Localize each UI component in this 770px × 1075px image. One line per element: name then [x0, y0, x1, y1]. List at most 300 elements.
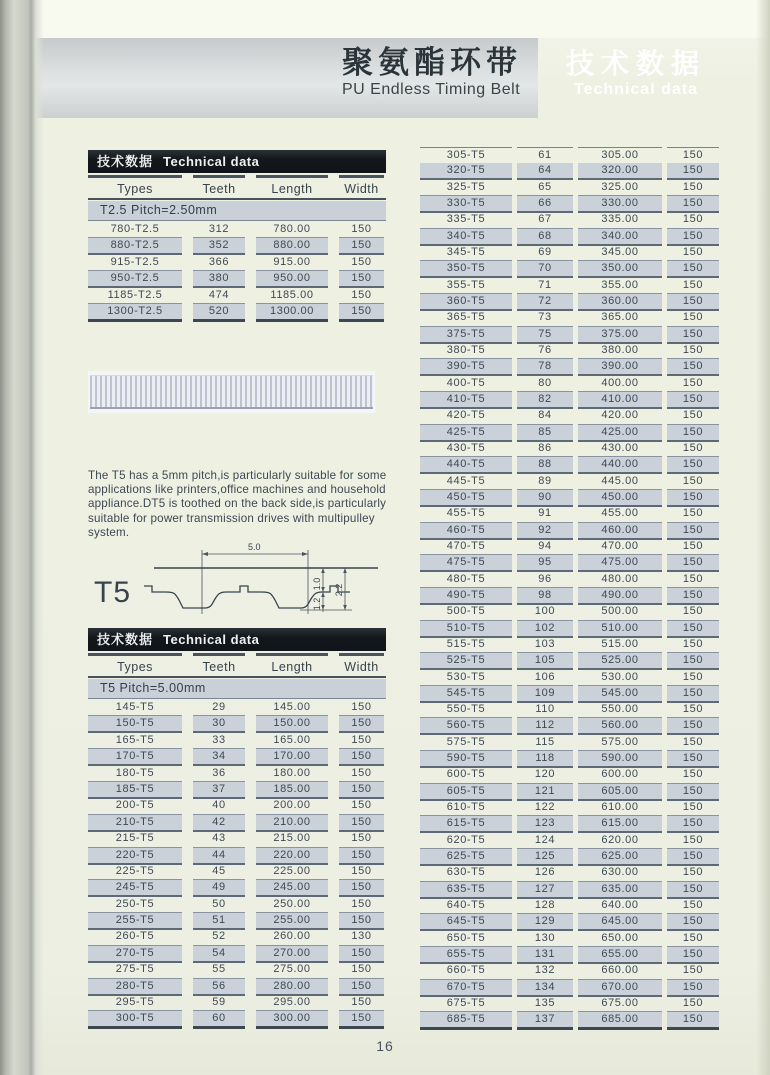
cell-type: 330-T5	[420, 196, 512, 213]
cell-width: 150	[667, 343, 719, 359]
table-row	[88, 733, 386, 749]
cell-width: 150	[339, 238, 384, 255]
cell-teeth: 85	[517, 425, 573, 442]
cell-type: 305-T5	[420, 147, 512, 164]
table-row	[88, 848, 386, 864]
table-row	[420, 914, 720, 930]
table-row	[420, 376, 720, 392]
cell-type: 490-T5	[420, 588, 512, 605]
cell-teeth: 121	[517, 784, 573, 801]
cell-width: 150	[667, 931, 719, 947]
table-row	[420, 359, 720, 375]
cell-width: 150	[667, 637, 719, 653]
cell-teeth: 64	[517, 163, 573, 180]
table-row	[88, 831, 386, 847]
table-row	[88, 255, 386, 271]
cell-length: 180.00	[256, 766, 328, 782]
t5-profile-diagram	[88, 540, 388, 626]
cell-length: 210.00	[256, 815, 328, 832]
cell-width: 150	[339, 271, 384, 288]
cell-teeth: 43	[193, 831, 245, 847]
cell-teeth: 103	[517, 637, 573, 653]
cell-length: 335.00	[578, 212, 662, 228]
cell-width: 150	[339, 848, 384, 865]
table-row	[88, 700, 386, 716]
cell-width: 150	[667, 767, 719, 783]
cell-type: 255-T5	[88, 913, 182, 930]
table-row	[420, 735, 720, 751]
brand-block	[342, 46, 522, 99]
cell-type: 630-T5	[420, 865, 512, 881]
cell-teeth: 520	[193, 304, 245, 322]
cell-teeth: 130	[517, 931, 573, 947]
cell-length: 635.00	[578, 882, 662, 899]
table-row	[88, 304, 386, 320]
cell-type: 605-T5	[420, 784, 512, 801]
table-row	[420, 849, 720, 865]
cell-type: 390-T5	[420, 359, 512, 376]
table-row	[88, 962, 386, 978]
cell-width: 150	[667, 670, 719, 686]
cell-type: 165-T5	[88, 733, 182, 749]
cell-teeth: 135	[517, 996, 573, 1012]
table-title-cn: 技术数据	[97, 632, 154, 647]
cell-teeth: 127	[517, 882, 573, 899]
cell-width: 150	[339, 288, 384, 304]
table-row	[420, 963, 720, 979]
cell-length: 545.00	[578, 686, 662, 703]
cell-width: 150	[667, 457, 719, 474]
cell-type: 545-T5	[420, 686, 512, 703]
cell-type: 250-T5	[88, 897, 182, 913]
cell-width: 150	[339, 716, 384, 733]
table-row	[88, 782, 386, 798]
cell-length: 215.00	[256, 831, 328, 847]
cell-length: 410.00	[578, 392, 662, 409]
t5-profile-drawing	[140, 540, 385, 626]
cell-teeth: 60	[193, 1011, 245, 1029]
cell-type: 145-T5	[88, 700, 182, 716]
cell-type: 950-T2.5	[88, 271, 182, 288]
cell-length: 625.00	[578, 849, 662, 866]
cell-width: 150	[667, 425, 719, 442]
cell-teeth: 129	[517, 914, 573, 931]
cell-teeth: 34	[193, 749, 245, 766]
cell-type: 425-T5	[420, 425, 512, 442]
cell-width: 150	[667, 539, 719, 555]
cell-teeth: 84	[517, 408, 573, 424]
cell-width: 150	[667, 261, 719, 278]
table-row	[420, 229, 720, 245]
table-row	[420, 539, 720, 555]
table-row	[420, 294, 720, 310]
cell-length: 200.00	[256, 798, 328, 814]
table-row	[420, 555, 720, 571]
table-row	[420, 637, 720, 653]
cell-length: 510.00	[578, 621, 662, 638]
cell-type: 600-T5	[420, 767, 512, 783]
cell-teeth: 132	[517, 963, 573, 979]
cell-length: 355.00	[578, 278, 662, 294]
cell-length: 550.00	[578, 702, 662, 718]
cell-type: 220-T5	[88, 848, 182, 865]
cell-width: 150	[667, 163, 719, 180]
cell-width: 150	[667, 376, 719, 392]
table-row	[420, 474, 720, 490]
page-title-cn: 聚氨酯环带	[342, 45, 522, 80]
t25-table-title-bar	[88, 150, 386, 173]
cell-width: 150	[667, 359, 719, 376]
cell-length: 780.00	[256, 222, 328, 238]
cell-width: 150	[667, 784, 719, 801]
cell-type: 780-T2.5	[88, 222, 182, 238]
cell-length: 365.00	[578, 310, 662, 326]
cell-width: 150	[667, 555, 719, 572]
cell-width: 150	[667, 441, 719, 457]
cell-teeth: 122	[517, 800, 573, 816]
cell-width: 150	[667, 702, 719, 718]
cell-teeth: 86	[517, 441, 573, 457]
table-row	[420, 947, 720, 963]
cell-teeth: 68	[517, 229, 573, 246]
cell-width: 150	[667, 621, 719, 638]
cell-width: 150	[667, 310, 719, 326]
cell-type: 260-T5	[88, 929, 182, 945]
cell-length: 560.00	[578, 718, 662, 735]
cell-length: 305.00	[578, 147, 662, 164]
cell-width: 150	[667, 490, 719, 507]
cell-teeth: 94	[517, 539, 573, 555]
cell-teeth: 88	[517, 457, 573, 474]
cell-width: 150	[667, 294, 719, 311]
cell-teeth: 106	[517, 670, 573, 686]
t5-table-continued	[420, 146, 720, 1029]
cell-length: 380.00	[578, 343, 662, 359]
table-row	[420, 278, 720, 294]
table-row	[420, 718, 720, 734]
cell-type: 625-T5	[420, 849, 512, 866]
cell-teeth: 380	[193, 271, 245, 288]
table-row	[420, 653, 720, 669]
cell-length: 950.00	[256, 271, 328, 288]
cell-width: 150	[667, 604, 719, 620]
table-row	[88, 798, 386, 814]
cell-type: 440-T5	[420, 457, 512, 474]
cell-width: 150	[667, 718, 719, 735]
cell-teeth: 66	[517, 196, 573, 213]
t5-section-row: T5 Pitch=5.00mm	[88, 679, 386, 699]
cell-length: 255.00	[256, 913, 328, 930]
cell-teeth: 120	[517, 767, 573, 783]
page-title-en: PU Endless Timing Belt	[342, 81, 521, 98]
cell-type: 245-T5	[88, 880, 182, 897]
cell-width: 150	[339, 766, 384, 782]
cell-type: 510-T5	[420, 621, 512, 638]
cell-width: 150	[667, 278, 719, 294]
table-row	[88, 995, 386, 1011]
cell-teeth: 131	[517, 947, 573, 964]
cell-width: 150	[339, 749, 384, 766]
table-row	[420, 702, 720, 718]
cell-type: 575-T5	[420, 735, 512, 751]
cell-length: 575.00	[578, 735, 662, 751]
cell-length: 360.00	[578, 294, 662, 311]
cell-width: 150	[667, 229, 719, 246]
cell-width: 150	[667, 1012, 719, 1030]
cell-length: 515.00	[578, 637, 662, 653]
column-header-types: Types	[88, 653, 182, 674]
table-row	[420, 327, 720, 343]
cell-type: 615-T5	[420, 816, 512, 833]
cell-length: 640.00	[578, 898, 662, 914]
cell-length: 150.00	[256, 716, 328, 733]
cell-teeth: 124	[517, 833, 573, 849]
belt-photo	[88, 371, 375, 413]
cell-teeth: 125	[517, 849, 573, 866]
top-margin-strip	[0, 0, 770, 38]
cell-width: 150	[339, 782, 384, 799]
table-row	[88, 271, 386, 287]
technical-data-badge	[538, 38, 734, 118]
table-row	[420, 572, 720, 588]
cell-length: 530.00	[578, 670, 662, 686]
t5-label: T5	[94, 576, 132, 609]
cell-type: 445-T5	[420, 474, 512, 490]
cell-length: 350.00	[578, 261, 662, 278]
cell-teeth: 80	[517, 376, 573, 392]
cell-teeth: 73	[517, 310, 573, 326]
cell-length: 375.00	[578, 327, 662, 344]
table-row	[88, 864, 386, 880]
cell-teeth: 50	[193, 897, 245, 913]
cell-type: 275-T5	[88, 962, 182, 978]
table-row	[420, 604, 720, 620]
table-row	[420, 245, 720, 261]
cell-type: 635-T5	[420, 882, 512, 899]
cell-width: 150	[667, 882, 719, 899]
cell-type: 610-T5	[420, 800, 512, 816]
cell-teeth: 82	[517, 392, 573, 409]
cell-length: 610.00	[578, 800, 662, 816]
table-row	[420, 996, 720, 1012]
cell-type: 450-T5	[420, 490, 512, 507]
cell-length: 270.00	[256, 946, 328, 963]
cell-type: 560-T5	[420, 718, 512, 735]
cell-length: 685.00	[578, 1012, 662, 1030]
cell-type: 1300-T2.5	[88, 304, 182, 322]
cell-width: 150	[667, 833, 719, 849]
cell-type: 295-T5	[88, 995, 182, 1011]
cell-width: 150	[667, 408, 719, 424]
cell-type: 340-T5	[420, 229, 512, 246]
column-header-length: Length	[256, 653, 328, 674]
cell-teeth: 115	[517, 735, 573, 751]
cell-type: 675-T5	[420, 996, 512, 1012]
table-row	[420, 816, 720, 832]
cell-teeth: 45	[193, 864, 245, 880]
cell-type: 375-T5	[420, 327, 512, 344]
table-title-cn: 技术数据	[97, 154, 154, 169]
cell-length: 1300.00	[256, 304, 328, 322]
cell-type: 215-T5	[88, 831, 182, 847]
cell-width: 150	[339, 864, 384, 880]
cell-teeth: 30	[193, 716, 245, 733]
table-row	[420, 931, 720, 947]
cell-length: 220.00	[256, 848, 328, 865]
cell-length: 655.00	[578, 947, 662, 964]
cell-teeth: 51	[193, 913, 245, 930]
cell-type: 1185-T2.5	[88, 288, 182, 304]
cell-teeth: 49	[193, 880, 245, 897]
column-header-types: Types	[88, 175, 182, 196]
cell-type: 335-T5	[420, 212, 512, 228]
cell-type: 200-T5	[88, 798, 182, 814]
cell-length: 615.00	[578, 816, 662, 833]
cell-teeth: 72	[517, 294, 573, 311]
cell-teeth: 366	[193, 255, 245, 271]
table-row	[420, 898, 720, 914]
cell-width: 150	[667, 800, 719, 816]
cell-teeth: 52	[193, 929, 245, 945]
cell-length: 345.00	[578, 245, 662, 261]
cell-length: 455.00	[578, 506, 662, 522]
cell-length: 525.00	[578, 653, 662, 670]
cell-length: 630.00	[578, 865, 662, 881]
table-row	[420, 784, 720, 800]
cell-width: 150	[667, 898, 719, 914]
cell-length: 145.00	[256, 700, 328, 716]
table-title-en: Technical data	[163, 154, 260, 169]
cell-teeth: 65	[517, 180, 573, 196]
cell-teeth: 75	[517, 327, 573, 344]
cell-length: 650.00	[578, 931, 662, 947]
cell-width: 150	[667, 653, 719, 670]
cell-length: 300.00	[256, 1011, 328, 1029]
cell-length: 480.00	[578, 572, 662, 588]
cell-width: 150	[667, 849, 719, 866]
table-row	[420, 392, 720, 408]
belt-teeth-pattern	[90, 375, 373, 409]
table-row	[420, 180, 720, 196]
cell-teeth: 56	[193, 979, 245, 996]
cell-length: 320.00	[578, 163, 662, 180]
dim-upper: 1.0	[312, 577, 322, 591]
cell-width: 150	[667, 686, 719, 703]
cell-length: 500.00	[578, 604, 662, 620]
cell-type: 210-T5	[88, 815, 182, 832]
cell-teeth: 123	[517, 816, 573, 833]
cell-type: 590-T5	[420, 751, 512, 768]
header-band	[0, 38, 538, 118]
cell-width: 150	[339, 815, 384, 832]
cell-teeth: 70	[517, 261, 573, 278]
table-row	[88, 749, 386, 765]
cell-type: 150-T5	[88, 716, 182, 733]
cell-teeth: 44	[193, 848, 245, 865]
cell-teeth: 36	[193, 766, 245, 782]
table-row	[88, 766, 386, 782]
cell-width: 150	[339, 880, 384, 897]
table-row	[420, 490, 720, 506]
cell-type: 685-T5	[420, 1012, 512, 1030]
cell-type: 325-T5	[420, 180, 512, 196]
cell-length: 245.00	[256, 880, 328, 897]
cell-length: 170.00	[256, 749, 328, 766]
cell-teeth: 137	[517, 1012, 573, 1030]
cell-teeth: 112	[517, 718, 573, 735]
cell-type: 500-T5	[420, 604, 512, 620]
cell-teeth: 105	[517, 653, 573, 670]
dim-tooth-height: 1.2	[312, 597, 322, 611]
cell-teeth: 102	[517, 621, 573, 638]
cell-width: 150	[667, 914, 719, 931]
table-row	[420, 980, 720, 996]
cell-teeth: 71	[517, 278, 573, 294]
cell-teeth: 110	[517, 702, 573, 718]
column-header-length: Length	[256, 175, 328, 196]
cell-type: 410-T5	[420, 392, 512, 409]
cell-length: 260.00	[256, 929, 328, 945]
cell-teeth: 29	[193, 700, 245, 716]
cell-length: 1185.00	[256, 288, 328, 304]
cell-type: 360-T5	[420, 294, 512, 311]
table-row	[420, 196, 720, 212]
cell-width: 150	[667, 392, 719, 409]
cell-width: 150	[667, 996, 719, 1012]
table-row	[420, 800, 720, 816]
cell-type: 170-T5	[88, 749, 182, 766]
cell-length: 420.00	[578, 408, 662, 424]
table-row	[420, 523, 720, 539]
cell-length: 590.00	[578, 751, 662, 768]
table-row	[420, 686, 720, 702]
page-number: 16	[376, 1038, 394, 1054]
cell-type: 530-T5	[420, 670, 512, 686]
cell-width: 150	[667, 245, 719, 261]
cell-type: 525-T5	[420, 653, 512, 670]
cell-teeth: 54	[193, 946, 245, 963]
cell-type: 280-T5	[88, 979, 182, 996]
cell-width: 150	[339, 798, 384, 814]
table-row	[420, 751, 720, 767]
cell-width: 150	[339, 831, 384, 847]
table-row	[420, 441, 720, 457]
cell-teeth: 96	[517, 572, 573, 588]
column-header-teeth: Teeth	[193, 653, 245, 674]
cell-width: 150	[339, 733, 384, 749]
cell-type: 380-T5	[420, 343, 512, 359]
cell-width: 150	[667, 963, 719, 979]
cell-length: 670.00	[578, 980, 662, 997]
cell-width: 150	[667, 196, 719, 213]
cell-type: 300-T5	[88, 1011, 182, 1029]
table-row	[88, 946, 386, 962]
cell-type: 350-T5	[420, 261, 512, 278]
cell-teeth: 55	[193, 962, 245, 978]
cell-teeth: 91	[517, 506, 573, 522]
cell-type: 620-T5	[420, 833, 512, 849]
cell-length: 880.00	[256, 238, 328, 255]
cell-width: 150	[339, 1011, 384, 1029]
cell-type: 470-T5	[420, 539, 512, 555]
cell-teeth: 61	[517, 147, 573, 164]
cell-length: 340.00	[578, 229, 662, 246]
cell-type: 515-T5	[420, 637, 512, 653]
cell-type: 365-T5	[420, 310, 512, 326]
cell-type: 660-T5	[420, 963, 512, 979]
cell-length: 185.00	[256, 782, 328, 799]
cell-width: 150	[667, 327, 719, 344]
